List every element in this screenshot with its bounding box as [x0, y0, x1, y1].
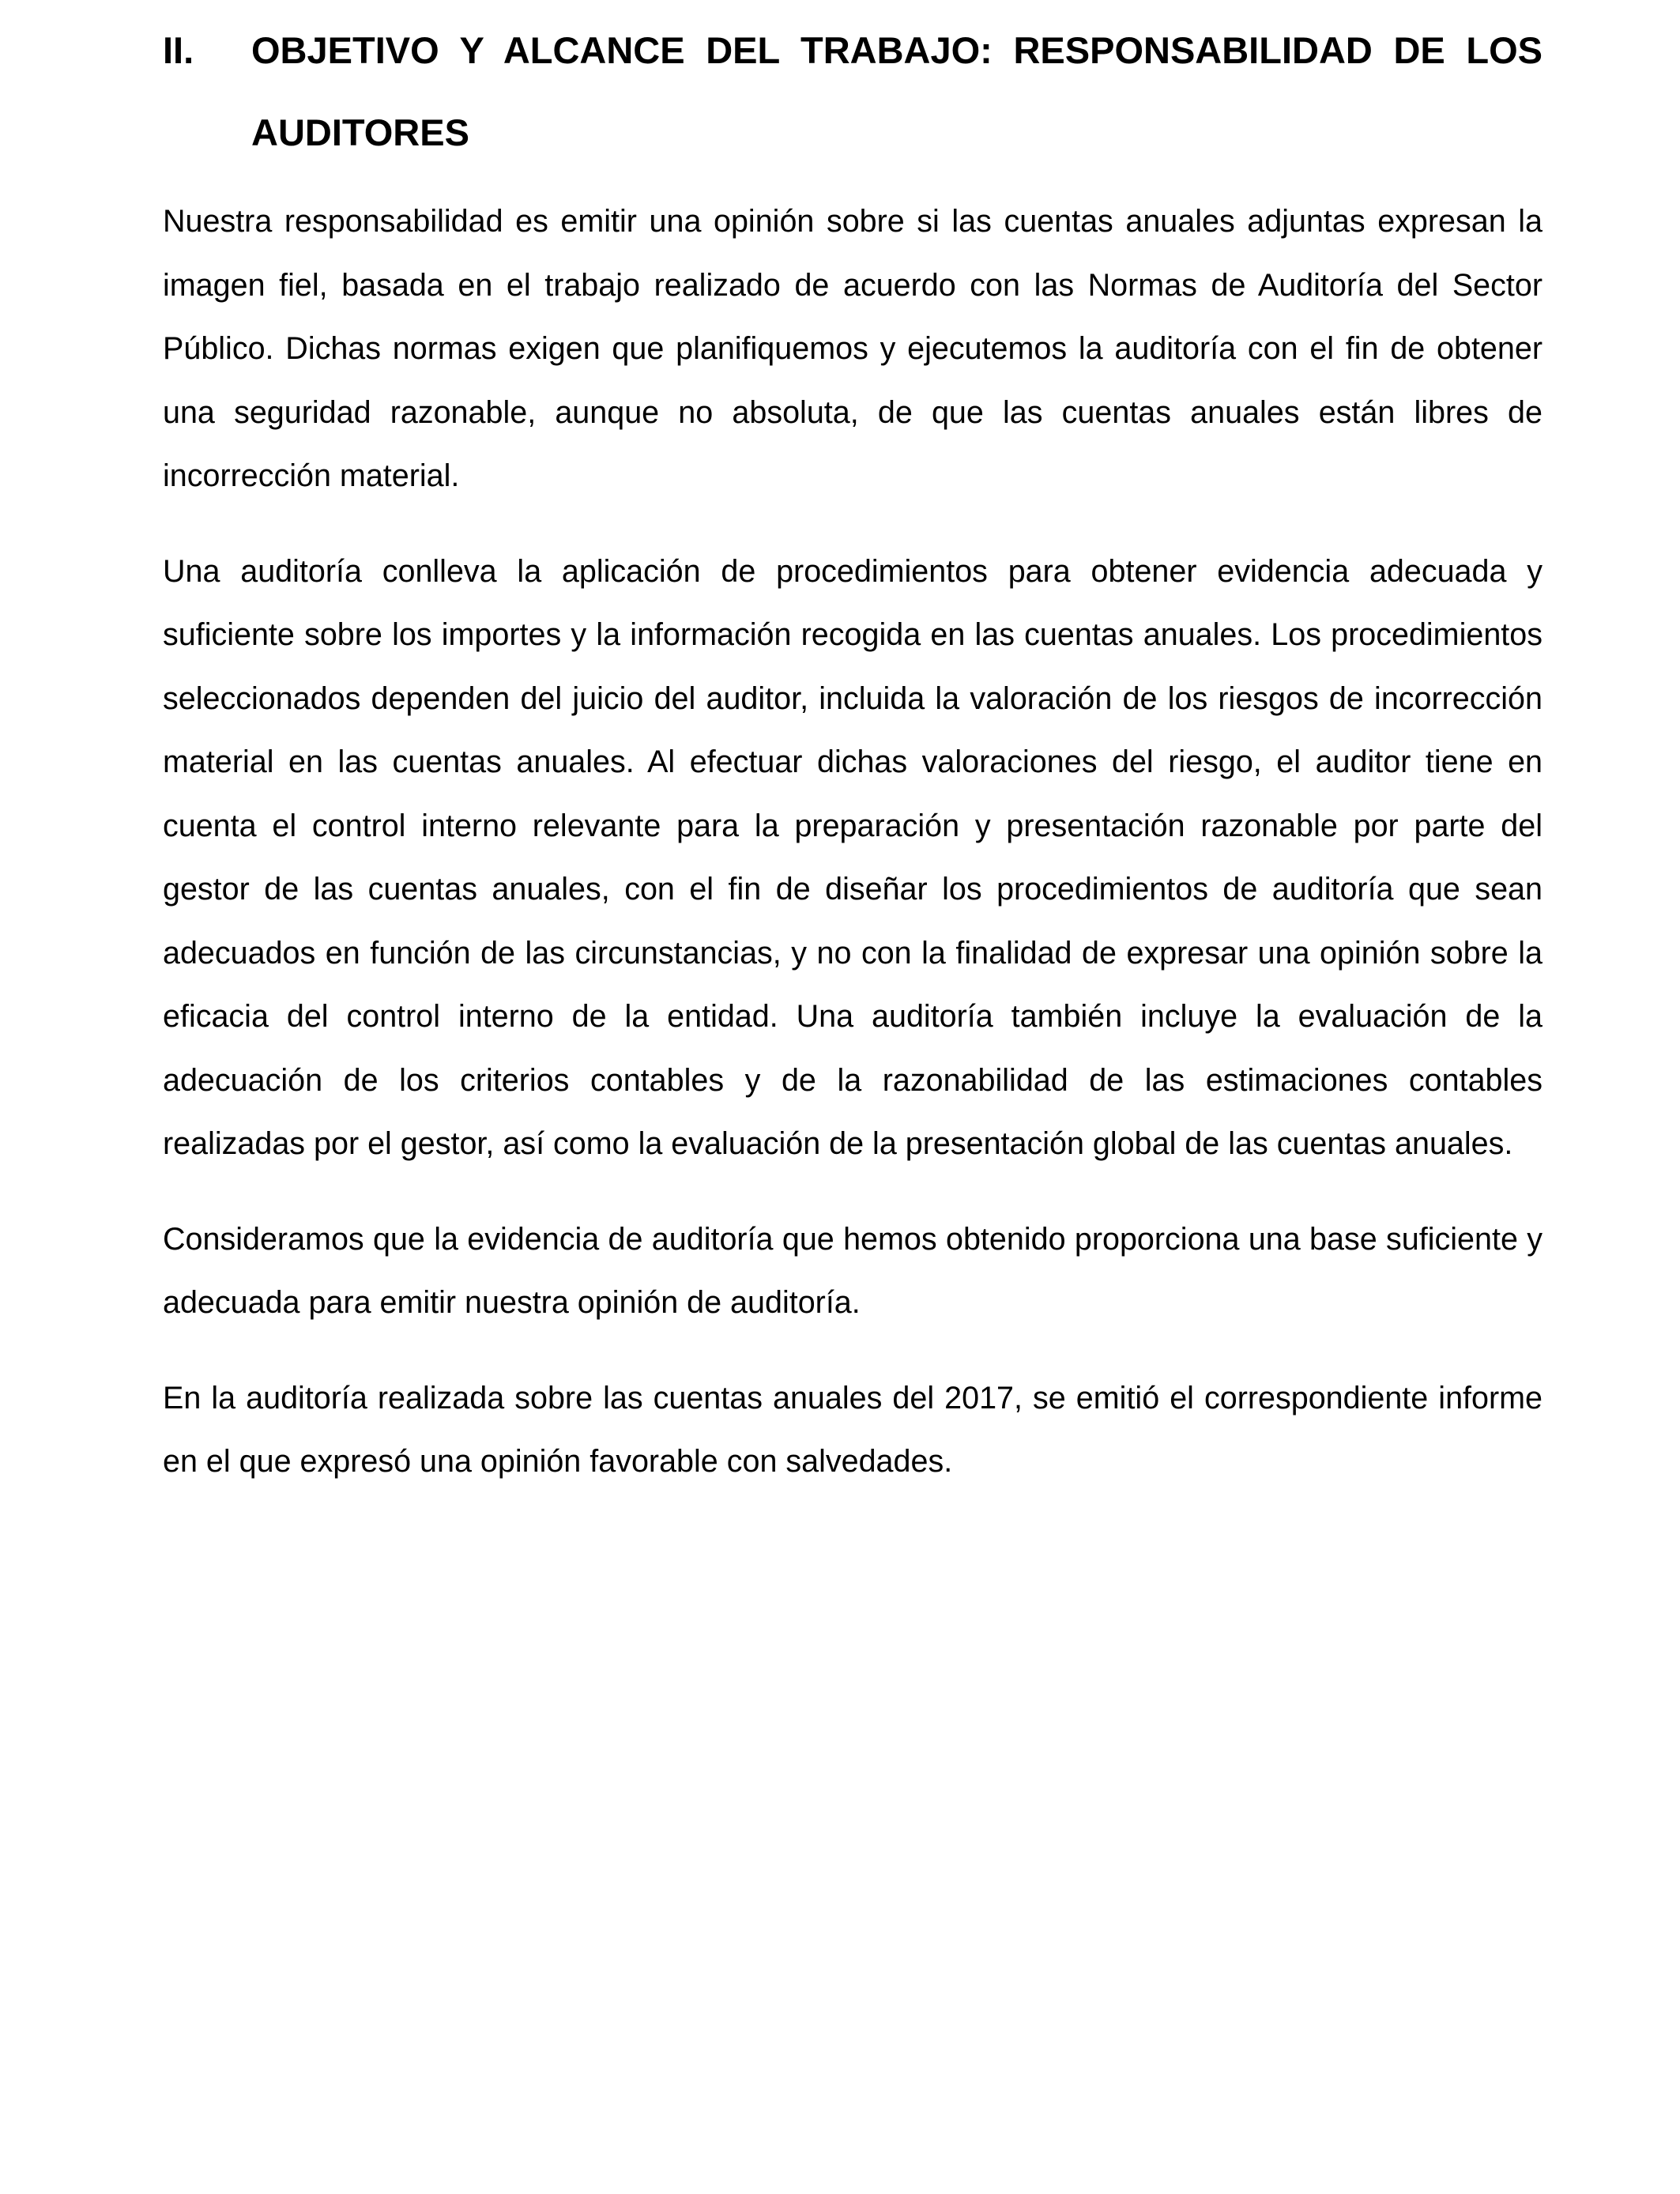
- paragraph-evidence-sufficiency: Consideramos que la evidencia de auditoría que hemos obtenido proporciona una base suficiente y adecuada para emitir nuestra opinión de auditoría.: [163, 1221, 1543, 1320]
- section-number: II.: [163, 29, 194, 71]
- paragraph-prior-year-opinion: En la auditoría realizada sobre las cuentas anuales del 2017, se emitió el correspondiente informe en el que expresó una opinión favorable con salvedades.: [163, 1380, 1543, 1479]
- paragraph-responsibility: Nuestra responsabilidad es emitir una opinión sobre si las cuentas anuales adjuntas expresan la imagen fiel, basada en el trabajo realizado de acuerdo con las Normas de Auditoría del Sector Público. Dichas normas exigen que planifiquemos y ejecutemos la auditoría con el fin de obtener una seguridad razonable, aunque no absoluta, de que las cuentas anuales están libres de incorrección material.: [163, 204, 1543, 493]
- section-heading: [163, 0, 1543, 174]
- document-content: [163, 0, 1543, 1494]
- section-title: OBJETIVO Y ALCANCE DEL TRABAJO: RESPONSABILIDAD DE LOS AUDITORES: [251, 29, 1543, 153]
- paragraph-audit-procedures: Una auditoría conlleva la aplicación de procedimientos para obtener evidencia adecuada y suficiente sobre los importes y la información recogida en las cuentas anuales. Los procedimientos seleccionados dependen del juicio del auditor, incluida la valoración de los riesgos de incorrección material en las cuentas anuales. Al efectuar dichas valoraciones del riesgo, el auditor tiene en cuenta el control interno relevante para la preparación y presentación razonable por parte del gestor de las cuentas anuales, con el fin de diseñar los procedimientos de auditoría que sean adecuados en función de las circunstancias, y no con la finalidad de expresar una opinión sobre la eficacia del control interno de la entidad. Una auditoría también incluye la evaluación de la adecuación de los criterios contables y de la razonabilidad de las estimaciones contables realizadas por el gestor, así como la evaluación de la presentación global de las cuentas anuales.: [163, 553, 1543, 1161]
